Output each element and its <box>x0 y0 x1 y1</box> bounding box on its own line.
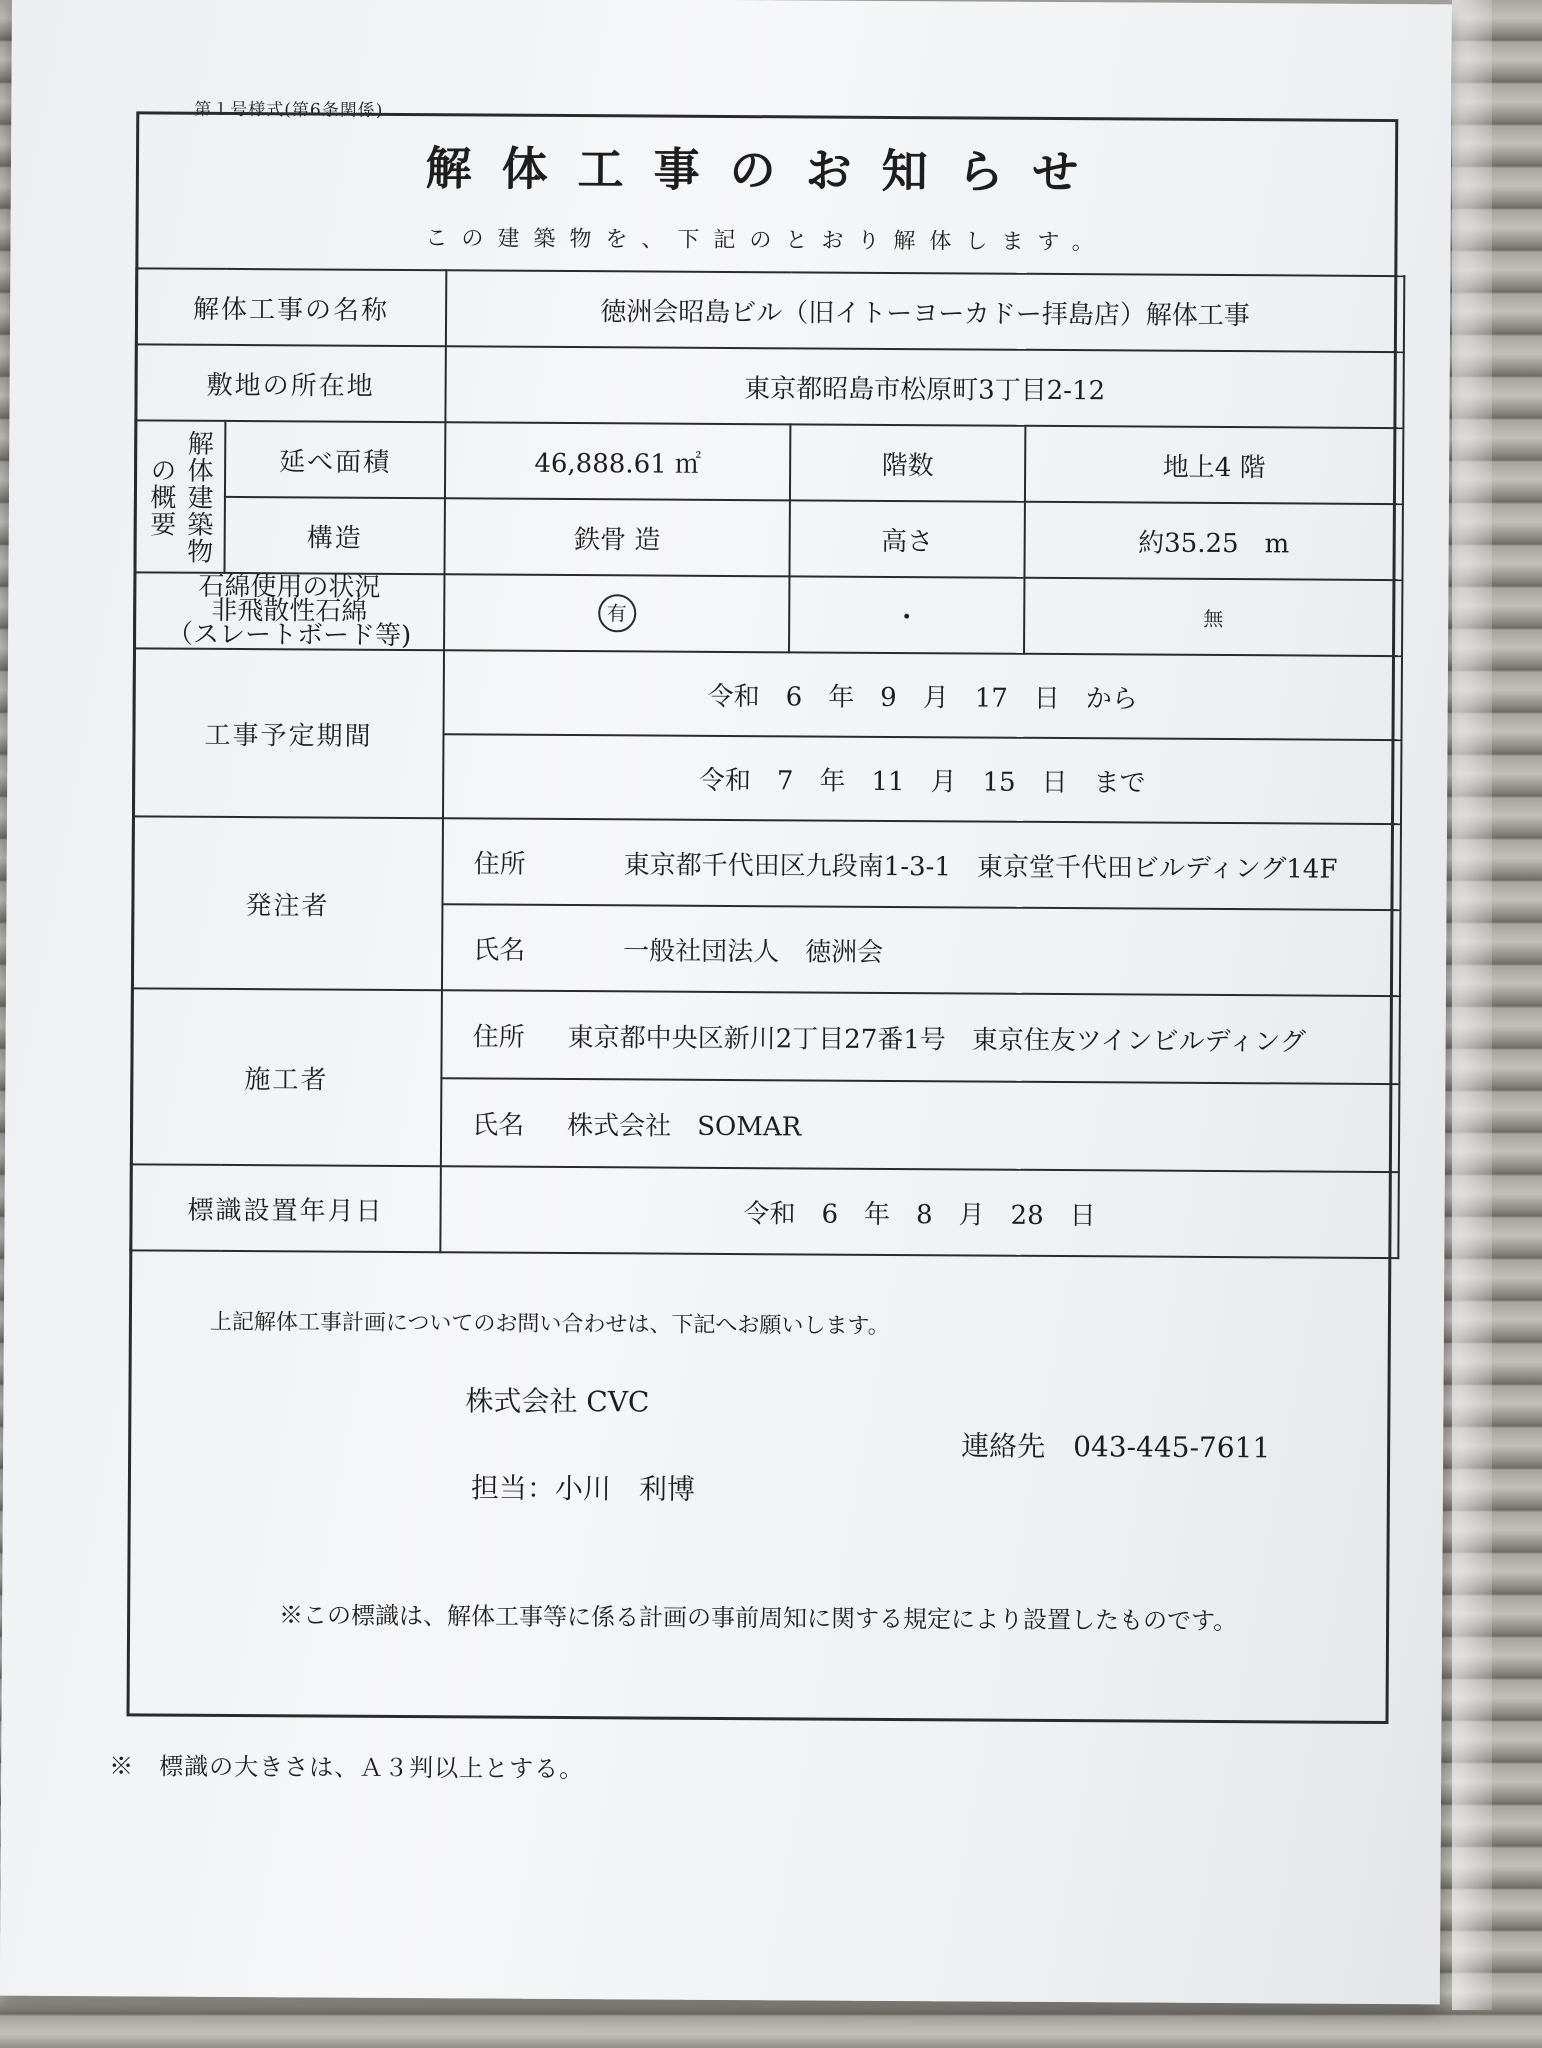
asbestos-label <box>134 572 444 650</box>
notice-table <box>129 267 1405 1259</box>
contractor-address-cell <box>441 990 1400 1084</box>
client-name-cell <box>442 904 1401 996</box>
contractor-name-value: 株式会社 SOMAR <box>567 1110 802 1142</box>
schedule-from: 令和 6 年 9 月 17 日 から <box>444 650 1402 740</box>
asbestos-label-line3: （スレートボード等) <box>166 619 412 652</box>
asbestos-label-line1: 石綿使用の状況 <box>198 571 381 603</box>
floor-area-value: 46,888.61 ㎡ <box>445 422 790 500</box>
row-floor-area <box>135 420 1403 504</box>
building-overview-label: 解体建築物の概要 <box>134 420 225 573</box>
row-structure <box>134 496 1402 580</box>
row-client-address <box>132 816 1401 910</box>
row-site-location <box>135 344 1403 428</box>
floor-area-label: 延べ面積 <box>225 421 445 498</box>
asbestos-yes-circled: 有 <box>598 594 636 632</box>
client-label: 発注者 <box>132 816 443 990</box>
size-note: ※ 標識の大きさは、Ａ３判以上とする。 <box>109 1752 585 1784</box>
floors-label: 階数 <box>790 424 1025 501</box>
notice-frame <box>127 111 1399 1724</box>
inquiry-tel: 連絡先 043-445-7611 <box>961 1429 1271 1465</box>
sign-date-value: 令和 6 年 8 月 28 日 <box>440 1166 1399 1258</box>
form-number: 第１号様式(第6条関係) <box>194 99 384 121</box>
structure-label: 構造 <box>224 497 444 574</box>
structure-value: 鉄骨 造 <box>445 498 790 576</box>
contractor-address-value: 東京都中央区新川2丁目27番1号 東京住友ツインビルディング <box>567 1022 1307 1058</box>
client-name-label: 氏名 <box>473 934 526 966</box>
asbestos-yes-cell <box>444 574 789 652</box>
notice-title: 解体工事のお知らせ <box>425 141 1109 200</box>
contractor-name-cell <box>441 1078 1400 1172</box>
site-location-value: 東京都昭島市松原町3丁目2-12 <box>445 346 1403 428</box>
height-label: 高さ <box>789 500 1024 577</box>
contractor-label: 施工者 <box>131 988 442 1166</box>
row-project-name <box>136 268 1404 352</box>
inquiry-section <box>130 1279 1389 1721</box>
client-address-value: 東京都千代田区九段南1-3-1 東京堂千代田ビルディング14F <box>623 849 1338 885</box>
row-contractor-address <box>131 988 1400 1084</box>
asbestos-separator: ・ <box>789 576 1024 653</box>
project-name-value: 徳洲会昭島ビル（旧イトーヨーカドー拝島店）解体工事 <box>446 270 1404 352</box>
schedule-label: 工事予定期間 <box>133 648 444 818</box>
client-address-cell <box>442 818 1401 910</box>
height-value: 約35.25 m <box>1024 502 1402 580</box>
notice-subtitle: この建築物を、下記のとおり解体します。 <box>425 226 1108 256</box>
row-asbestos <box>134 572 1402 656</box>
client-name-value: 一般社団法人 徳洲会 <box>623 935 884 968</box>
asbestos-no: 無 <box>1024 578 1402 656</box>
project-name-label: 解体工事の名称 <box>136 268 446 346</box>
asbestos-label-line2: 非飛散性石綿 <box>211 595 368 627</box>
plastic-sleeve-edge <box>1452 0 1492 2010</box>
inquiry-note: 上記解体工事計画についてのお問い合わせは、下記へお願いします。 <box>209 1309 890 1339</box>
sign-date-label: 標識設置年月日 <box>130 1164 441 1252</box>
client-address-label: 住所 <box>473 848 526 880</box>
floors-value: 地上4 階 <box>1025 426 1403 504</box>
row-schedule-from <box>134 648 1403 740</box>
inquiry-person: 担当：小川 利博 <box>470 1471 696 1506</box>
inquiry-company: 株式会社 CVC <box>465 1384 650 1419</box>
contractor-name-label: 氏名 <box>472 1109 525 1141</box>
row-sign-date <box>130 1164 1399 1258</box>
site-location-label: 敷地の所在地 <box>135 344 445 422</box>
contractor-address-label: 住所 <box>472 1021 525 1053</box>
schedule-to: 令和 7 年 11 月 15 日 まで <box>443 734 1401 824</box>
bottom-note: ※この標識は、解体工事等に係る計画の事前周知に関する規定により設置したものです。 <box>278 1601 1238 1636</box>
